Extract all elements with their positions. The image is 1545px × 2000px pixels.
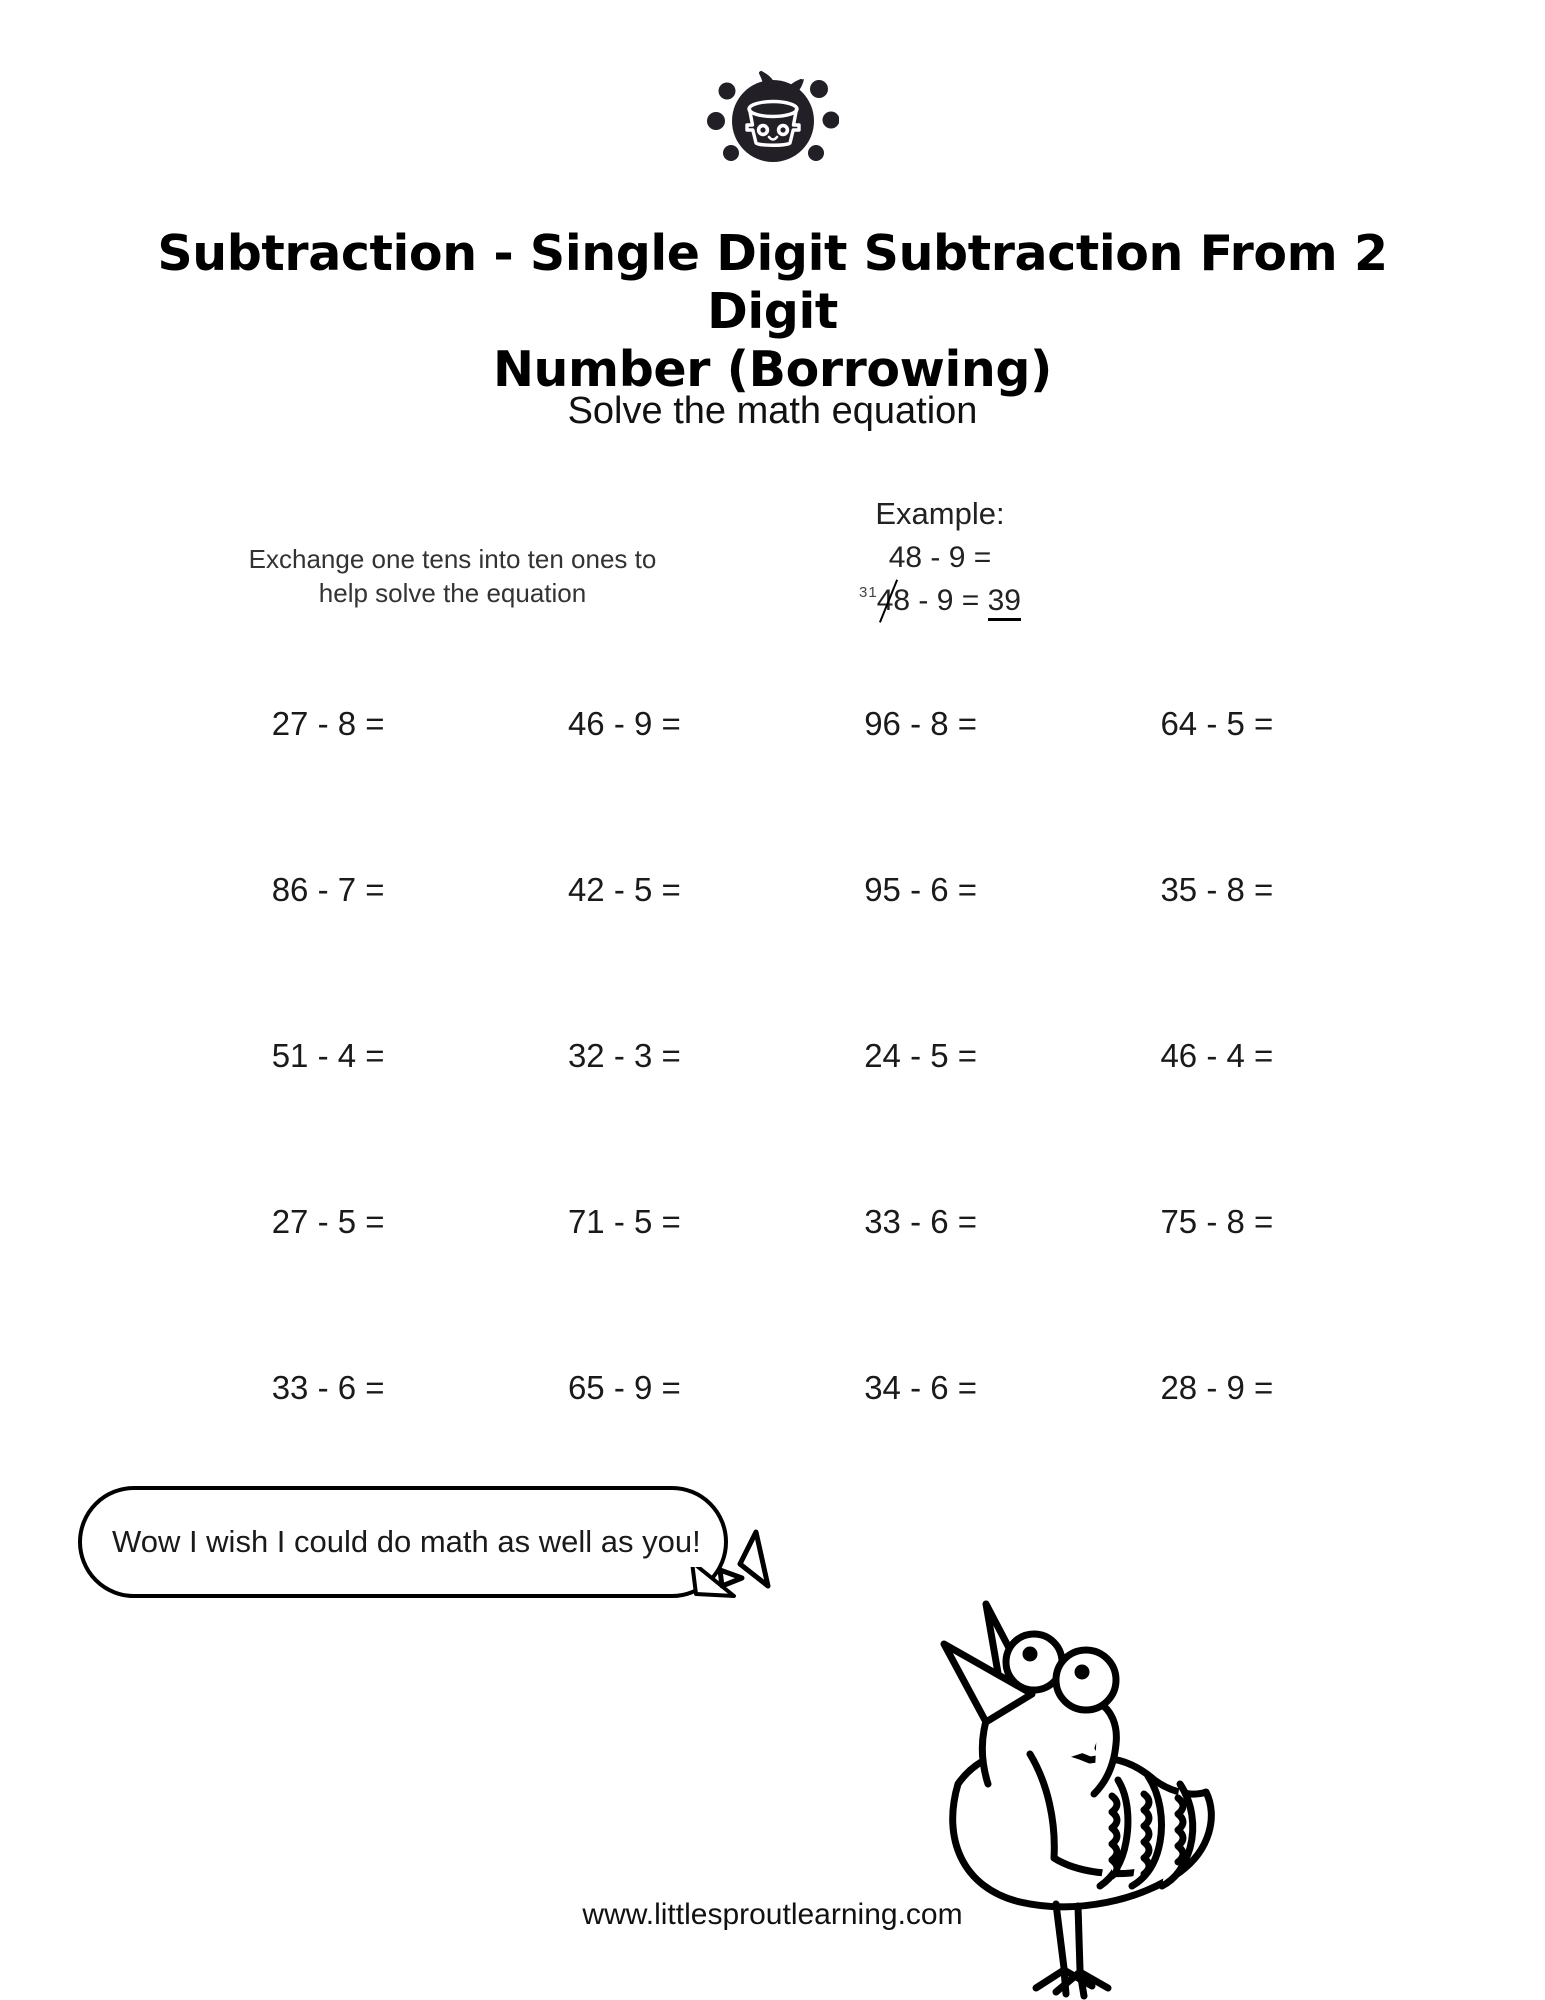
problem-cell[interactable] — [180, 705, 476, 871]
problem-text: 75 - 8 = — [1160, 1203, 1274, 1240]
problem-cell[interactable] — [773, 1203, 1069, 1369]
logo — [0, 38, 1545, 178]
bird-mascot-icon — [880, 1570, 1240, 2000]
speech-bubble — [78, 1486, 728, 1598]
problem-cell[interactable] — [476, 705, 772, 871]
problem-text: 86 - 7 = — [271, 871, 385, 908]
example-sup-ones: 1 — [868, 584, 877, 602]
problem-text: 35 - 8 = — [1160, 871, 1274, 908]
problem-cell[interactable] — [180, 1037, 476, 1203]
problem-cell[interactable] — [1069, 871, 1365, 1037]
problem-cell[interactable] — [476, 1203, 772, 1369]
instruction-text: Exchange one tens into ten ones to help solve the equation — [248, 544, 657, 609]
problem-text: 32 - 3 = — [567, 1037, 681, 1074]
problem-text: 33 - 6 = — [271, 1369, 385, 1406]
problem-text: 96 - 8 = — [864, 705, 978, 742]
example-crossed-digit: 4 — [876, 584, 894, 618]
problem-cell[interactable] — [1069, 1203, 1365, 1369]
example-answer: 39 — [988, 584, 1021, 621]
problem-cell[interactable] — [180, 1203, 476, 1369]
problem-text: 24 - 5 = — [864, 1037, 978, 1074]
page-title-line2: Number (Borrowing) — [492, 340, 1053, 398]
page-title — [130, 225, 1415, 398]
problem-cell[interactable] — [773, 705, 1069, 871]
problem-text: 51 - 4 = — [271, 1037, 385, 1074]
problem-text: 65 - 9 = — [567, 1369, 681, 1406]
page-subtitle: Solve the math equation — [567, 390, 978, 432]
problem-row — [180, 705, 1365, 871]
problem-cell[interactable] — [1069, 705, 1365, 871]
problem-text: 46 - 4 = — [1160, 1037, 1274, 1074]
problem-cell[interactable] — [1069, 1369, 1365, 1535]
problem-cell[interactable] — [476, 871, 772, 1037]
problem-text: 34 - 6 = — [864, 1369, 978, 1406]
problem-grid — [180, 705, 1365, 1535]
example-worked — [775, 584, 1105, 618]
problem-text: 71 - 5 = — [567, 1203, 681, 1240]
example-label: Example: — [875, 496, 1005, 531]
problem-row — [180, 1037, 1365, 1203]
problem-text: 28 - 9 = — [1160, 1369, 1274, 1406]
example-worked-rest: 8 - 9 = — [893, 584, 988, 618]
problem-row — [180, 1203, 1365, 1369]
problem-text: 27 - 8 = — [271, 705, 385, 742]
problem-text: 33 - 6 = — [864, 1203, 978, 1240]
example-block — [775, 495, 1105, 618]
problem-text: 64 - 5 = — [1160, 705, 1274, 742]
problem-text: 46 - 9 = — [567, 705, 681, 742]
page-title-line1: Subtraction - Single Digit Subtraction From 2 Digit — [157, 225, 1388, 340]
problem-text: 42 - 5 = — [567, 871, 681, 908]
problem-row — [180, 871, 1365, 1037]
speech-bubble-text: Wow I wish I could do math as well as you! — [112, 1524, 701, 1559]
sound-marks-icon — [712, 1528, 802, 1618]
problem-cell[interactable] — [773, 871, 1069, 1037]
problem-cell[interactable] — [1069, 1037, 1365, 1203]
example-equation: 48 - 9 = — [888, 540, 992, 574]
example-sup-tens: 3 — [859, 584, 868, 602]
problem-text: 27 - 5 = — [271, 1203, 385, 1240]
info-band — [0, 495, 1545, 675]
sprout-pot-logo-icon — [707, 47, 839, 169]
problem-text: 95 - 6 = — [864, 871, 978, 908]
footer-url[interactable]: www.littlesproutlearning.com — [582, 1898, 963, 1931]
problem-cell[interactable] — [476, 1037, 772, 1203]
problem-cell[interactable] — [773, 1369, 1069, 1535]
problem-cell[interactable] — [180, 871, 476, 1037]
problem-cell[interactable] — [773, 1037, 1069, 1203]
